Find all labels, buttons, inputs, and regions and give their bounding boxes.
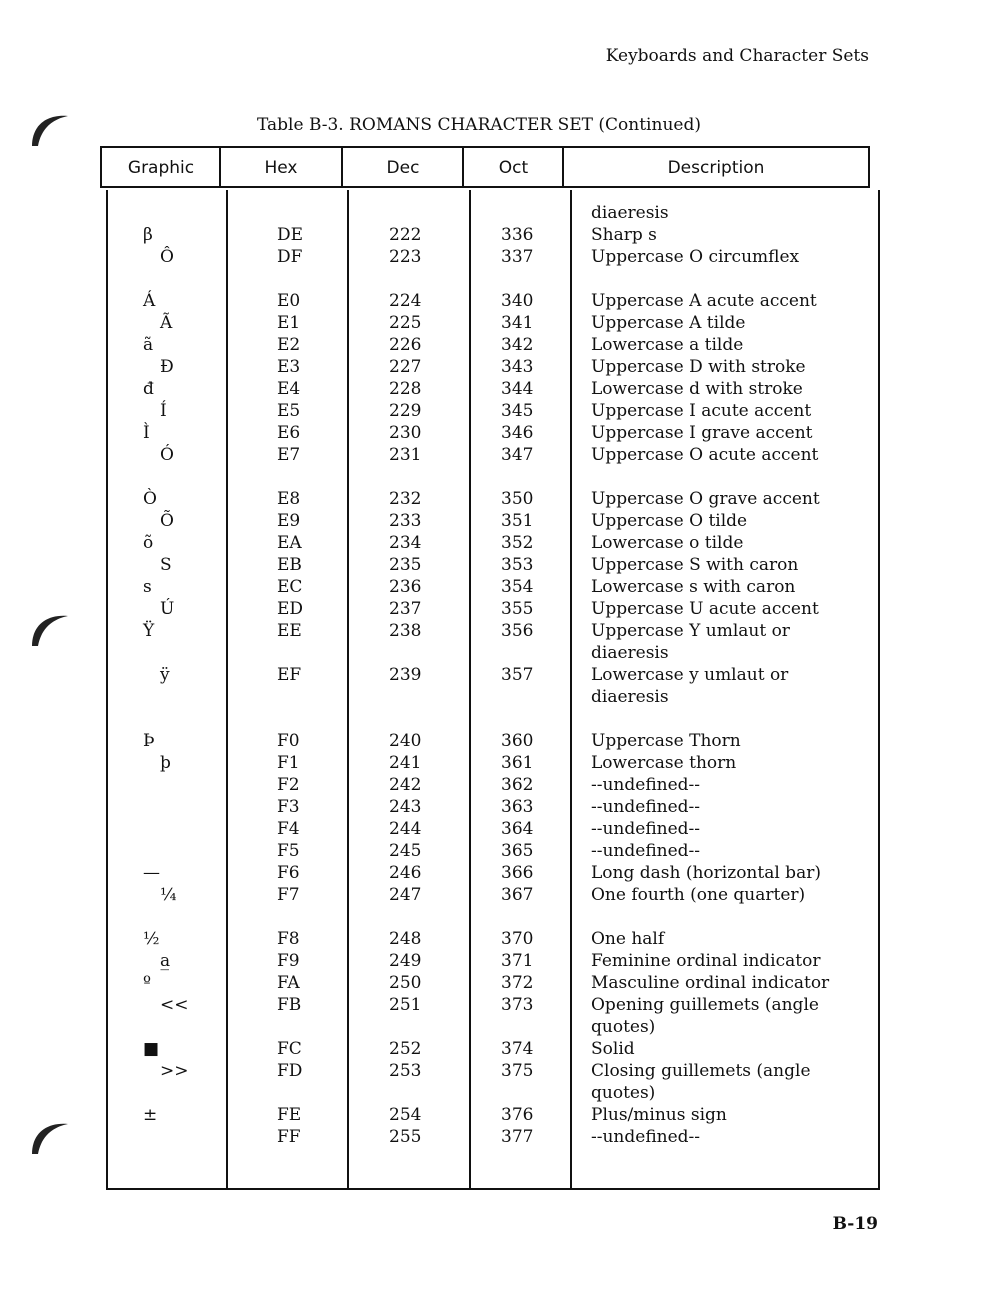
- description-cell: Feminine ordinal indicator: [591, 951, 821, 971]
- oct-cell: 363: [501, 797, 534, 817]
- table-row: [0, 422, 1006, 444]
- dec-cell: 239: [389, 665, 422, 685]
- oct-cell: 377: [501, 1127, 534, 1147]
- oct-cell: 342: [501, 335, 534, 355]
- graphic-cell: a̲: [160, 951, 171, 971]
- hex-cell: FA: [277, 973, 300, 993]
- hex-cell: F3: [277, 797, 300, 817]
- graphic-cell: β: [143, 225, 153, 245]
- table-row: [0, 356, 1006, 378]
- dec-cell: 224: [389, 291, 422, 311]
- dec-cell: 227: [389, 357, 422, 377]
- table-row: [0, 664, 1006, 686]
- table-row: [0, 202, 1006, 224]
- dec-cell: 242: [389, 775, 422, 795]
- dec-cell: 241: [389, 753, 422, 773]
- table-row: [0, 510, 1006, 532]
- oct-cell: 351: [501, 511, 534, 531]
- table-row: [0, 1016, 1006, 1038]
- graphic-cell: ±: [143, 1105, 158, 1125]
- dec-cell: 230: [389, 423, 422, 443]
- description-cell: Masculine ordinal indicator: [591, 973, 830, 993]
- table-row: [0, 796, 1006, 818]
- graphic-cell: đ: [143, 379, 154, 399]
- description-cell: --undefined--: [591, 775, 701, 795]
- graphic-cell: Ò: [143, 489, 157, 509]
- page-number: B-19: [832, 1214, 878, 1234]
- hex-cell: F8: [277, 929, 300, 949]
- description-cell: Uppercase I acute accent: [591, 401, 812, 421]
- dec-cell: 244: [389, 819, 422, 839]
- oct-cell: 341: [501, 313, 534, 333]
- hex-cell: EA: [277, 533, 302, 553]
- oct-cell: 362: [501, 775, 534, 795]
- dec-cell: 243: [389, 797, 422, 817]
- hex-cell: F7: [277, 885, 300, 905]
- table-row: [0, 532, 1006, 554]
- oct-cell: 352: [501, 533, 534, 553]
- description-cell: Lowercase y umlaut or: [591, 665, 789, 685]
- oct-cell: 370: [501, 929, 534, 949]
- graphic-cell: ã: [143, 335, 154, 355]
- table-row: [0, 598, 1006, 620]
- graphic-cell: þ: [160, 753, 171, 773]
- graphic-cell: s: [143, 577, 152, 597]
- oct-cell: 357: [501, 665, 534, 685]
- hex-cell: E1: [277, 313, 301, 333]
- oct-cell: 340: [501, 291, 534, 311]
- oct-cell: 350: [501, 489, 534, 509]
- hex-cell: FC: [277, 1039, 302, 1059]
- table-title: Table B-3. ROMANS CHARACTER SET (Continued): [257, 115, 701, 135]
- description-cell: One half: [591, 929, 665, 949]
- description-cell: quotes): [591, 1017, 656, 1037]
- oct-cell: 361: [501, 753, 534, 773]
- row-spacer: [0, 906, 1006, 928]
- row-spacer: [0, 268, 1006, 290]
- dec-cell: 232: [389, 489, 422, 509]
- oct-cell: 360: [501, 731, 534, 751]
- dec-cell: 253: [389, 1061, 422, 1081]
- graphic-cell: —: [143, 863, 160, 883]
- graphic-cell: Ì: [143, 423, 150, 443]
- dec-cell: 229: [389, 401, 422, 421]
- table-row: [0, 246, 1006, 268]
- oct-cell: 374: [501, 1039, 534, 1059]
- table-row: [0, 884, 1006, 906]
- oct-cell: 371: [501, 951, 534, 971]
- table-row: [0, 1126, 1006, 1148]
- oct-cell: 372: [501, 973, 534, 993]
- dec-cell: 225: [389, 313, 422, 333]
- graphic-cell: Ú: [160, 599, 175, 619]
- dec-cell: 249: [389, 951, 422, 971]
- dec-cell: 231: [389, 445, 422, 465]
- table-row: [0, 862, 1006, 884]
- graphic-cell: Đ: [160, 357, 174, 377]
- description-cell: diaeresis: [591, 643, 669, 663]
- hex-cell: FE: [277, 1105, 302, 1125]
- description-cell: Lowercase s with caron: [591, 577, 796, 597]
- oct-cell: 354: [501, 577, 534, 597]
- hex-cell: F2: [277, 775, 300, 795]
- table-row: [0, 1060, 1006, 1082]
- oct-cell: 355: [501, 599, 534, 619]
- oct-cell: 364: [501, 819, 534, 839]
- oct-cell: 346: [501, 423, 534, 443]
- dec-cell: 248: [389, 929, 422, 949]
- hex-cell: ED: [277, 599, 304, 619]
- description-cell: Lowercase o tilde: [591, 533, 744, 553]
- table-row: [0, 928, 1006, 950]
- graphic-cell: Ó: [160, 445, 174, 465]
- dec-cell: 251: [389, 995, 422, 1015]
- table-row: [0, 400, 1006, 422]
- description-cell: Uppercase A acute accent: [591, 291, 817, 311]
- dec-cell: 255: [389, 1127, 422, 1147]
- graphic-cell: Þ: [143, 731, 155, 751]
- hex-cell: F9: [277, 951, 300, 971]
- table-row: [0, 752, 1006, 774]
- hex-cell: F4: [277, 819, 300, 839]
- column-header-description: Description: [667, 158, 765, 178]
- hex-cell: FF: [277, 1127, 301, 1147]
- dec-cell: 250: [389, 973, 422, 993]
- description-cell: Plus/minus sign: [591, 1105, 727, 1125]
- hex-cell: F0: [277, 731, 300, 751]
- dec-cell: 247: [389, 885, 422, 905]
- hex-cell: E3: [277, 357, 301, 377]
- oct-cell: 373: [501, 995, 534, 1015]
- graphic-cell: Ã: [160, 313, 173, 333]
- description-cell: Uppercase O tilde: [591, 511, 748, 531]
- description-cell: diaeresis: [591, 203, 669, 223]
- graphic-cell: ½: [143, 929, 160, 949]
- graphic-cell: Ô: [160, 247, 174, 267]
- column-header-dec: Dec: [386, 158, 420, 178]
- graphic-cell: Õ: [160, 511, 174, 531]
- column-header-hex: Hex: [264, 158, 298, 178]
- hex-cell: E7: [277, 445, 301, 465]
- description-cell: Lowercase thorn: [591, 753, 737, 773]
- oct-cell: 376: [501, 1105, 534, 1125]
- description-cell: Solid: [591, 1039, 635, 1059]
- table-row: [0, 840, 1006, 862]
- dec-cell: 222: [389, 225, 422, 245]
- description-cell: Uppercase O circumflex: [591, 247, 800, 267]
- graphic-cell: >>: [160, 1061, 189, 1081]
- table-row: [0, 686, 1006, 708]
- table-row: [0, 774, 1006, 796]
- graphic-cell: Ÿ: [143, 621, 155, 641]
- oct-cell: 343: [501, 357, 534, 377]
- hex-cell: E5: [277, 401, 301, 421]
- oct-cell: 366: [501, 863, 534, 883]
- table-row: [0, 554, 1006, 576]
- graphic-cell: ■: [143, 1039, 160, 1059]
- dec-cell: 235: [389, 555, 422, 575]
- hex-cell: E2: [277, 335, 301, 355]
- running-header: Keyboards and Character Sets: [605, 46, 869, 66]
- table-row: [0, 312, 1006, 334]
- description-cell: --undefined--: [591, 819, 701, 839]
- hex-cell: DE: [277, 225, 304, 245]
- description-cell: Uppercase Thorn: [591, 731, 741, 751]
- oct-cell: 347: [501, 445, 534, 465]
- dec-cell: 245: [389, 841, 422, 861]
- graphic-cell: º: [143, 973, 151, 993]
- hex-cell: EB: [277, 555, 302, 575]
- oct-cell: 353: [501, 555, 534, 575]
- dec-cell: 226: [389, 335, 422, 355]
- oct-cell: 336: [501, 225, 534, 245]
- hex-cell: FB: [277, 995, 302, 1015]
- column-header-graphic: Graphic: [127, 158, 195, 178]
- oct-cell: 356: [501, 621, 534, 641]
- hex-cell: F5: [277, 841, 300, 861]
- hex-cell: F1: [277, 753, 300, 773]
- table-row: [0, 950, 1006, 972]
- graphic-cell: S: [160, 555, 172, 575]
- oct-cell: 344: [501, 379, 534, 399]
- graphic-cell: <<: [160, 995, 189, 1015]
- table-row: [0, 1082, 1006, 1104]
- hex-cell: EE: [277, 621, 302, 641]
- punch-hole-icon: [28, 106, 76, 154]
- table-row: [0, 488, 1006, 510]
- dec-cell: 236: [389, 577, 422, 597]
- table-row: [0, 334, 1006, 356]
- description-cell: Uppercase Y umlaut or: [591, 621, 790, 641]
- table-row: [0, 642, 1006, 664]
- table-row: [0, 730, 1006, 752]
- table-row: [0, 290, 1006, 312]
- hex-cell: E4: [277, 379, 301, 399]
- table-row: [0, 818, 1006, 840]
- hex-cell: F6: [277, 863, 300, 883]
- description-cell: Uppercase S with caron: [591, 555, 799, 575]
- hex-cell: E9: [277, 511, 301, 531]
- description-cell: Sharp s: [591, 225, 657, 245]
- dec-cell: 240: [389, 731, 422, 751]
- column-header-oct: Oct: [498, 158, 529, 178]
- dec-cell: 254: [389, 1105, 422, 1125]
- description-cell: Lowercase a tilde: [591, 335, 744, 355]
- graphic-cell: Á: [143, 291, 156, 311]
- graphic-cell: ÿ: [160, 665, 170, 685]
- description-cell: Uppercase O acute accent: [591, 445, 819, 465]
- dec-cell: 237: [389, 599, 422, 619]
- hex-cell: EC: [277, 577, 303, 597]
- description-cell: Lowercase d with stroke: [591, 379, 803, 399]
- description-cell: Uppercase I grave accent: [591, 423, 813, 443]
- row-spacer: [0, 466, 1006, 488]
- description-cell: --undefined--: [591, 797, 701, 817]
- table-row: [0, 444, 1006, 466]
- oct-cell: 367: [501, 885, 534, 905]
- table-header: [100, 146, 870, 188]
- description-cell: Closing guillemets (angle: [591, 1061, 811, 1081]
- oct-cell: 375: [501, 1061, 534, 1081]
- table-row: [0, 620, 1006, 642]
- dec-cell: 228: [389, 379, 422, 399]
- dec-cell: 234: [389, 533, 422, 553]
- oct-cell: 337: [501, 247, 534, 267]
- table-row: [0, 1104, 1006, 1126]
- graphic-cell: Í: [160, 401, 167, 421]
- table-row: [0, 994, 1006, 1016]
- graphic-cell: õ: [143, 533, 154, 553]
- description-cell: --undefined--: [591, 1127, 701, 1147]
- dec-cell: 233: [389, 511, 422, 531]
- description-cell: Uppercase A tilde: [591, 313, 746, 333]
- table-row: [0, 378, 1006, 400]
- hex-cell: E0: [277, 291, 301, 311]
- description-cell: Opening guillemets (angle: [591, 995, 819, 1015]
- dec-cell: 223: [389, 247, 422, 267]
- dec-cell: 252: [389, 1039, 422, 1059]
- hex-cell: FD: [277, 1061, 303, 1081]
- hex-cell: DF: [277, 247, 303, 267]
- description-cell: --undefined--: [591, 841, 701, 861]
- oct-cell: 365: [501, 841, 534, 861]
- description-cell: Uppercase U acute accent: [591, 599, 819, 619]
- oct-cell: 345: [501, 401, 534, 421]
- graphic-cell: ¼: [160, 885, 177, 905]
- description-cell: Long dash (horizontal bar): [591, 863, 821, 883]
- hex-cell: E6: [277, 423, 301, 443]
- description-cell: quotes): [591, 1083, 656, 1103]
- table-rows: [0, 202, 1006, 1148]
- description-cell: Uppercase O grave accent: [591, 489, 820, 509]
- hex-cell: E8: [277, 489, 301, 509]
- table-row: [0, 972, 1006, 994]
- description-cell: Uppercase D with stroke: [591, 357, 806, 377]
- hex-cell: EF: [277, 665, 302, 685]
- table-row: [0, 576, 1006, 598]
- table-row: [0, 224, 1006, 246]
- dec-cell: 246: [389, 863, 422, 883]
- description-cell: diaeresis: [591, 687, 669, 707]
- table-row: [0, 1038, 1006, 1060]
- row-spacer: [0, 708, 1006, 730]
- dec-cell: 238: [389, 621, 422, 641]
- description-cell: One fourth (one quarter): [591, 885, 806, 905]
